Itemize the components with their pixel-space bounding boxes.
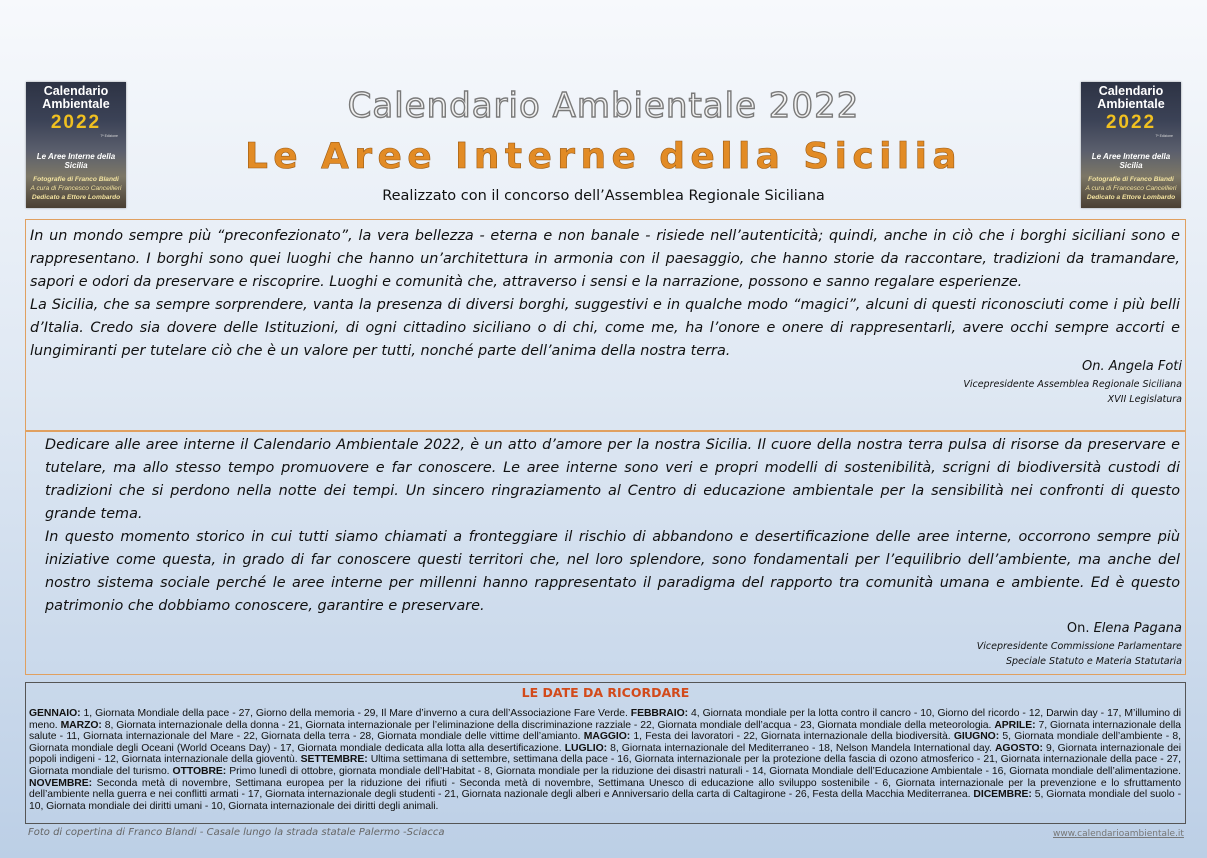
dates-month-events: Seconda metà di novembre, Settimana europea per la riduzione dei rifiuti - Seconda metà di novembre, Settimana Unesco di educazione allo sviluppo sostenibile - 6, Giornata internazionale per la prevenzione e lo sfruttamento dell’ambiente nella guerra e nei conflitti armati - 17, Giornata internazionale degli studenti - 21, Giornata nazionale degli alberi e Anniversario della carta di Caltagirone - 26, Festa della Macchia Mediterranea. <box>29 777 1181 801</box>
signature-person: Elena Pagana <box>1093 621 1182 636</box>
credit-line: Realizzato con il concorso dell’Assemblea Regionale Siciliana <box>382 188 825 204</box>
message-paragraph: In questo momento storico in cui tutti siamo chiamati a fronteggiare il rischio di abbandono e desertificazione delle aree interne, occorrono sempre più iniziative come questa, in grado di far conoscere questi territori che, nel loro splendore, sono fondamentali per l’equilibrio dell’ambiente, ma anche del nostro sistema sociale perché le aree interne per millenni hanno rappresentato il paradigma del rapporto tra comunità umana e ambiente. Ed è questo patrimonio che dobbiamo conoscere, garantire e preservare. <box>45 529 1180 614</box>
dates-month-events: 4, Giornata mondiale per la lotta contro il cancro - 10, Giorno del ricordo - 12, Darwin day - 17, M’illumino di meno. <box>29 708 1181 731</box>
signature-block <box>977 619 1182 669</box>
message-paragraph: Dedicare alle aree interne il Calendario Ambientale 2022, è un atto d’amore per la nostra Sicilia. Il cuore della nostra terra pulsa di risorse da preservare e tutelare, ma allo stesso tempo promuovere e far conoscere. Le aree interne sono veri e propri modelli di sostenibilità, scrigni di biodiversità custodi di tradizioni che si perdono nella notte dei tempi. Un sincero ringraziamento al Centro di educazione ambientale per la sensibilità nei confronti di questo grande tema. <box>45 437 1180 522</box>
dates-month-label: AGOSTO: <box>994 742 1043 754</box>
dates-month-events: Ultima settimana di settembre, settimana della pace - 16, Giornata internazionale per la protezione della fascia di ozono atmosferico - 21, Giornata internazionale della pace - 27, Giornata mondiale del turismo. <box>29 754 1181 777</box>
website-link[interactable]: www.calendarioambientale.it <box>1053 829 1184 839</box>
dates-month-events: 5, Giornata mondiale dell’ambiente - 8, Giornata mondiale degli Oceani (World Oceans Day) - 17, Giornata mondiale dedicata alla lotta alla desertificazione. <box>29 731 1181 754</box>
dates-heading: LE DATE DA RICORDARE <box>521 685 690 700</box>
dates-month-events: 8, Giornata internazionale del Mediterraneo - 18, Nelson Mandela International day. <box>607 742 995 754</box>
dates-month-label: DICEMBRE: <box>973 789 1032 801</box>
message-box-foti <box>25 219 1186 432</box>
dates-month-events: 8, Giornata internazionale della donna - 21, Giornata internazionale per l’eliminazione della discriminazione razziale - 22, Giornata mondiale dell’acqua - 23, Giornata mondiale della meteorologia. <box>101 719 995 731</box>
cover-title: Calendario Ambientale <box>1097 84 1165 111</box>
dates-month-label: LUGLIO: <box>564 742 608 754</box>
signature-name: On. Angela Foti <box>1082 359 1182 374</box>
cover-year: 2022 <box>1105 112 1157 133</box>
cover-editor: A cura di Francesco Cancellieri <box>30 185 122 192</box>
signature-role: Vicepresidente Assemblea Regionale Siciliana <box>963 379 1182 390</box>
signature-block <box>963 357 1182 407</box>
cover-photographer: Fotografie di Franco Blandi <box>1088 176 1174 183</box>
message-paragraph: La Sicilia, che sa sempre sorprendere, vanta la presenza di diversi borghi, suggestivi e in qualche modo “magici”, alcuni di questi riconosciuti come i più belli d’Italia. Credo sia dovere delle Istituzioni, di ogni cittadino siciliano o di chi, come me, ha l’onore e onere di rappresentarli, avere occhi sempre accorti e lungimiranti per tutelare ciò che è un valore per tutti, nonché parte dell’anima della nostra terra. <box>30 297 1180 359</box>
cover-subtitle: Le Aree Interne della Sicilia <box>36 152 116 170</box>
page-title: Calendario Ambientale 2022 <box>347 86 860 126</box>
dates-month-label: APRILE: <box>994 719 1036 731</box>
page-subtitle: Le Aree Interne della Sicilia <box>244 136 963 177</box>
dates-month-events: 9, Giornata internazionale dei popoli indigeni - 12, Giornata internazionale della gioventù. <box>29 742 1181 766</box>
dates-month-events: 1, Festa dei lavoratori - 22, Giornata internazionale della biodiversità. <box>630 731 954 743</box>
dates-month-events: 5, Giornata mondiale del suolo - 10, Giornata mondiale dei diritti umani - 10, Giornata internazionale dei diritti degli animali. <box>29 789 1182 812</box>
message-box-pagana <box>25 430 1186 675</box>
dates-to-remember <box>25 682 1186 824</box>
dates-month-label: MAGGIO: <box>583 731 631 743</box>
cover-edition: 7ª Edizione <box>100 134 118 138</box>
dates-month-label: MARZO: <box>60 719 102 731</box>
cover-editor: A cura di Francesco Cancellieri <box>1085 185 1177 192</box>
message-text <box>45 434 1180 618</box>
photo-credit: Foto di copertina di Franco Blandi - Casale lungo la strada statale Palermo -Sciacca <box>28 827 445 838</box>
dates-month-label: OTTOBRE: <box>172 765 227 777</box>
message-paragraph: In un mondo sempre più “preconfezionato”, la vera bellezza - eterna e non banale - risiede nell’autenticità; quindi, anche in ciò che i borghi siciliani sono e rappresentano. I borghi sono quei luoghi che hanno un’architettura in armonia con il paesaggio, che hanno storie da raccontare, tradizioni da tramandare, sapori e odori da preservare e riscoprire. Luoghi e comunità che, attraverso i sensi e la narrazione, possono e sanno regalare esperienze. <box>30 228 1180 290</box>
cover-dedication: Dedicato a Ettore Lombardo <box>31 194 121 201</box>
signature-name <box>977 619 1182 639</box>
signature-role: Vicepresidente Commissione Parlamentare <box>976 641 1182 652</box>
dates-month-label: GENNAIO: <box>29 708 81 719</box>
cover-subtitle: Le Aree Interne della Sicilia <box>1091 152 1171 170</box>
dates-month-label: SETTEMBRE: <box>300 754 368 766</box>
dates-month-events: Primo lunedì di ottobre, giornata mondiale dell’Habitat - 8, Giornata mondiale per la riduzione dei disastri naturali - 14, Giornata Mondiale dell’Educazione Ambientale - 16, Giornata mondiale dell’alimentazione. <box>226 765 1181 777</box>
signature-prefix: On. <box>1066 621 1090 636</box>
dates-month-label: GIUGNO: <box>953 731 1000 743</box>
cover-photographer: Fotografie di Franco Blandi <box>33 176 119 183</box>
cover-year: 2022 <box>50 112 102 133</box>
dates-month-label: FEBBRAIO: <box>630 708 689 719</box>
signature-legislature: XVII Legislatura <box>1107 394 1182 405</box>
dates-list <box>29 708 1181 812</box>
cover-dedication: Dedicato a Ettore Lombardo <box>1086 194 1176 201</box>
dates-month-label: NOVEMBRE: <box>29 777 93 789</box>
dates-month-events: 1, Giornata Mondiale della pace - 27, Giorno della memoria - 29, Il Mare d’inverno a cura dell’Associazione Fare Verde. <box>80 708 631 719</box>
message-text <box>30 225 1180 363</box>
cover-edition: 7ª Edizione <box>1155 134 1173 138</box>
signature-commission: Speciale Statuto e Materia Statutaria <box>1005 656 1182 667</box>
cover-title: Calendario Ambientale <box>42 84 110 111</box>
dates-month-events: 7, Giornata internazionale della salute - 11, Giornata internazionale del Mare - 22, Giornata della terra - 28, Giornata mondiale delle vittime dell’amianto. <box>29 719 1181 743</box>
